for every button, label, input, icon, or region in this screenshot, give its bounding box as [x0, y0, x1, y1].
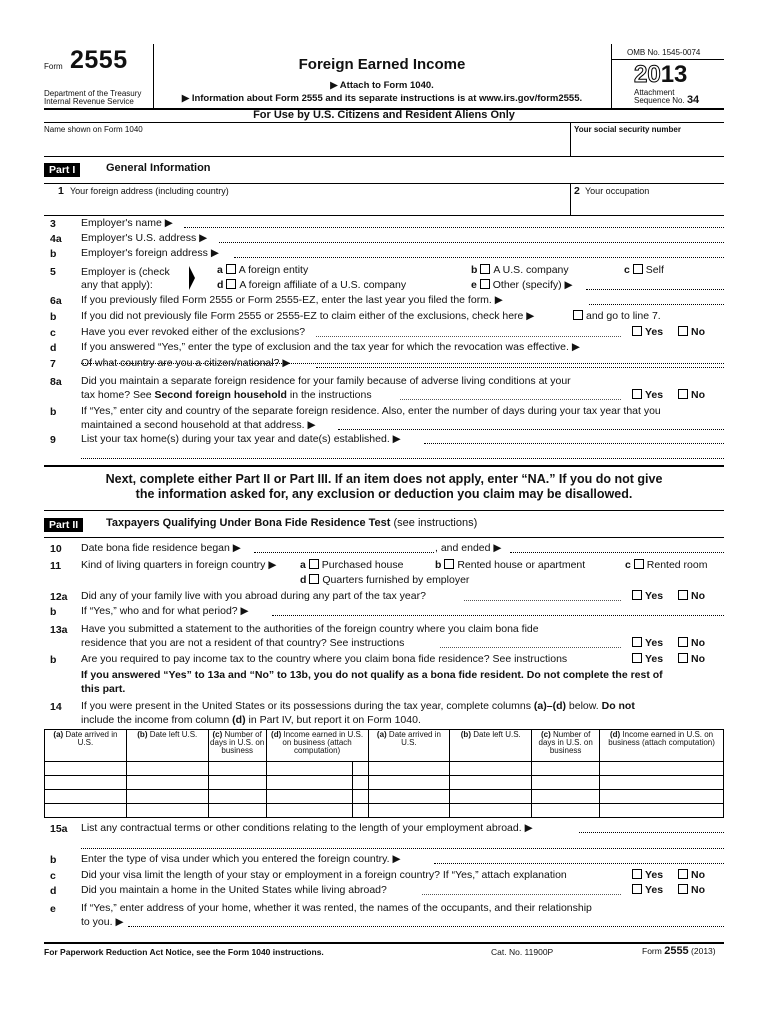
line3-number: 3	[50, 218, 56, 230]
line15c-label: Did your visa limit the length of your stay or employment in a foreign country? If “Yes,” attach explanation	[81, 869, 567, 881]
line8a-leader	[400, 390, 621, 400]
line6a-field[interactable]	[589, 295, 724, 305]
line8a-no[interactable]: No	[678, 389, 705, 402]
line12a-yes[interactable]: Yes	[632, 590, 663, 603]
col-header-c2: (c) Number of days in U.S. on business	[532, 730, 600, 762]
line9-number: 9	[50, 434, 56, 446]
line13-warning-1: If you answered “Yes” to 13a and “No” to 13b, you do not qualify as a bona fide resident. Do not complete the rest of	[81, 669, 663, 681]
line5-brace-icon	[189, 266, 195, 290]
line7-label: Of what country are you a citizen/national? ▶	[81, 357, 291, 369]
family-abroad-field[interactable]	[272, 606, 724, 616]
line12b-label: If “Yes,” who and for what period? ▶	[81, 605, 249, 617]
use-for-note: For Use by U.S. Citizens and Resident Aliens Only	[253, 109, 515, 121]
contract-terms-field-2[interactable]	[81, 839, 724, 849]
form-title: Foreign Earned Income	[298, 56, 466, 73]
instruction-line2: the information asked for, any exclusion or deduction you claim may be disallowed.	[135, 487, 633, 501]
line12b-number: b	[50, 606, 57, 618]
line6a-label: If you previously filed Form 2555 or Form 2555-EZ, enter the last year you filed the form. ▶	[81, 294, 503, 306]
tax-home-field-2[interactable]	[81, 449, 724, 459]
line8b-number: b	[50, 406, 57, 418]
line13a-label-2: residence that you are not a resident of that country? See instructions	[81, 637, 405, 649]
line6c-yes-checkbox[interactable]	[632, 326, 642, 336]
line5b-option[interactable]: b A U.S. company	[471, 264, 569, 276]
line11d-option[interactable]: d Quarters furnished by employer	[300, 574, 470, 586]
col-header-c: (c) Number of days in U.S. on business	[208, 730, 266, 762]
line1-label: Your foreign address (including country)	[70, 186, 229, 196]
line11-label: Kind of living quarters in foreign country ▶	[81, 559, 277, 571]
residence-began-field[interactable]	[254, 543, 434, 553]
line12a-number: 12a	[50, 591, 68, 603]
line5-number: 5	[50, 266, 56, 278]
line9-label: List your tax home(s) during your tax year and date(s) established. ▶	[81, 433, 401, 445]
col-header-a: (a) Date arrived in U.S.	[45, 730, 127, 762]
line12a-leader	[464, 591, 621, 601]
line6c-no-checkbox[interactable]	[678, 326, 688, 336]
line15c-yes-checkbox[interactable]	[632, 869, 642, 879]
employer-name-field[interactable]	[184, 218, 724, 228]
line8b-label-1: If “Yes,” enter city and country of the separate foreign residence. Also, enter the number of days during your tax year that you	[81, 405, 661, 417]
line8a-no-checkbox[interactable]	[678, 389, 688, 399]
line14-table	[44, 729, 724, 818]
line6b-label: If you did not previously file Form 2555 or 2555-EZ to claim either of the exclusions, check here ▶	[81, 310, 535, 322]
line15e-label-2: to you. ▶	[81, 916, 124, 928]
tax-year: 2013	[634, 61, 688, 88]
line13b-yes[interactable]: Yes	[632, 653, 663, 666]
line8a-yes[interactable]: Yes	[632, 389, 663, 402]
line13b-yes-checkbox[interactable]	[632, 653, 642, 663]
line10-label: Date bona fide residence began ▶	[81, 542, 241, 554]
line15c-no[interactable]: No	[678, 869, 705, 882]
line8a-yes-checkbox[interactable]	[632, 389, 642, 399]
line14-label-2: include the income from column (d) in Part IV, but report it on Form 1040.	[81, 714, 421, 726]
line8b-field[interactable]	[338, 420, 724, 430]
line6c-number: c	[50, 327, 56, 339]
line5b-checkbox[interactable]	[480, 264, 490, 274]
col-header-d: (d) Income earned in U.S. on business (attach computation)	[266, 730, 368, 762]
line15d-no-checkbox[interactable]	[678, 884, 688, 894]
line6a-number: 6a	[50, 295, 62, 307]
line10-number: 10	[50, 543, 62, 555]
table-row[interactable]	[45, 790, 724, 804]
line15c-no-checkbox[interactable]	[678, 869, 688, 879]
employer-foreign-address-field[interactable]	[234, 248, 724, 258]
name-label: Name shown on Form 1040	[44, 125, 143, 134]
line11b-option[interactable]: b Rented house or apartment	[435, 559, 586, 571]
attach-note: ▶ Attach to Form 1040.	[330, 80, 434, 91]
line4b-number: b	[50, 248, 57, 260]
line5-label-1: Employer is (check	[81, 266, 170, 278]
line13a-label-1: Have you submitted a statement to the authorities of the foreign country where you claim bona fide	[81, 623, 539, 635]
paperwork-notice: For Paperwork Reduction Act Notice, see the Form 1040 instructions.	[44, 947, 324, 957]
line10-ended-label: , and ended ▶	[435, 542, 502, 554]
form-2555-page	[44, 44, 724, 974]
line13a-number: 13a	[50, 624, 68, 636]
line6b-checkbox[interactable]	[573, 310, 583, 320]
line5c-option[interactable]: c Self	[624, 264, 664, 276]
line4b-label: Employer's foreign address ▶	[81, 247, 219, 259]
occupation-field[interactable]	[574, 197, 724, 213]
line2-label: Your occupation	[585, 186, 650, 196]
line4a-label: Employer's U.S. address ▶	[81, 232, 208, 244]
line11a-option[interactable]: a Purchased house	[300, 559, 404, 571]
line4a-number: 4a	[50, 233, 62, 245]
line13a-yes-checkbox[interactable]	[632, 637, 642, 647]
line15d-label: Did you maintain a home in the United States while living abroad?	[81, 884, 387, 896]
dept-line1: Department of the Treasury	[44, 89, 142, 98]
form-number: 2555	[70, 46, 128, 74]
line8a-number: 8a	[50, 376, 62, 388]
line8b-label-2: maintained a second household at that address. ▶	[81, 419, 316, 431]
line8a-label-1: Did you maintain a separate foreign residence for your family because of adverse living conditions at your	[81, 375, 571, 387]
line13-warning-2: this part.	[81, 683, 126, 695]
line5a-option[interactable]: a A foreign entity	[217, 264, 309, 276]
table-row[interactable]	[45, 776, 724, 790]
line14-label-1: If you were present in the United States or its possessions during the tax year, complete columns (a)–(d) below. Do not	[81, 700, 635, 712]
line6d-label: If you answered “Yes,” enter the type of exclusion and the tax year for which the revocation was effective. ▶	[81, 341, 580, 353]
line3-label: Employer's name ▶	[81, 217, 173, 229]
instruction-line1: Next, complete either Part II or Part III. If an item does not apply, enter “NA.” If you do not give	[105, 472, 663, 486]
table-row[interactable]	[45, 804, 724, 818]
attachment-label: Attachment	[634, 88, 675, 97]
line5-label-2: any that apply):	[81, 279, 153, 291]
sequence-label: Sequence No. 34	[634, 94, 700, 106]
line12a-yes-checkbox[interactable]	[632, 590, 642, 600]
line15d-yes[interactable]: Yes	[632, 884, 663, 897]
omb-number: OMB No. 1545-0074	[627, 48, 701, 57]
line6b-number: b	[50, 311, 57, 323]
line15e-label-1: If “Yes,” enter address of your home, whether it was rented, the names of the occupants, and their relationship	[81, 902, 592, 914]
footer-form-id: Form 2555 (2013)	[642, 945, 716, 957]
contract-terms-field[interactable]	[579, 823, 724, 833]
line15e-number: e	[50, 903, 56, 915]
line11a-checkbox[interactable]	[309, 559, 319, 569]
part1-badge: Part I	[44, 163, 80, 177]
line15b-label: Enter the type of visa under which you entered the foreign country. ▶	[81, 853, 401, 865]
line5a-checkbox[interactable]	[226, 264, 236, 274]
form-label: Form	[44, 62, 63, 71]
line15a-number: 15a	[50, 823, 68, 835]
line7-number: 7	[50, 358, 56, 370]
line11c-option[interactable]: c Rented room	[625, 559, 708, 571]
col-header-a2: (a) Date arrived in U.S.	[368, 730, 450, 762]
info-note: ▶ Information about Form 2555 and its separate instructions is at www.irs.gov/form2555.	[181, 93, 583, 104]
line12a-no-checkbox[interactable]	[678, 590, 688, 600]
line15d-yes-checkbox[interactable]	[632, 884, 642, 894]
col-header-b2: (b) Date left U.S.	[450, 730, 532, 762]
line6b-option[interactable]: and go to line 7.	[573, 310, 661, 323]
col-header-d2: (d) Income earned in U.S. on business (attach computation)	[600, 730, 724, 762]
tax-home-field[interactable]	[424, 434, 724, 444]
line5d-checkbox[interactable]	[226, 279, 236, 289]
ssn-field[interactable]	[574, 136, 724, 156]
residence-ended-field[interactable]	[510, 543, 724, 553]
employer-us-address-field[interactable]	[219, 233, 724, 243]
name-field[interactable]	[44, 136, 566, 156]
line5e-option[interactable]: e Other (specify) ▶	[471, 279, 573, 291]
line5e-checkbox[interactable]	[480, 279, 490, 289]
line15c-yes[interactable]: Yes	[632, 869, 663, 882]
line11-number: 11	[50, 560, 62, 572]
citizenship-field[interactable]	[316, 358, 724, 368]
line8a-label-2: tax home? See Second foreign household in the instructions	[81, 389, 372, 401]
line11b-checkbox[interactable]	[444, 559, 454, 569]
line13a-yes[interactable]: Yes	[632, 637, 663, 650]
line15d-no[interactable]: No	[678, 884, 705, 897]
line5e-specify-field[interactable]	[586, 280, 724, 290]
line15b-number: b	[50, 854, 57, 866]
line13b-number: b	[50, 654, 57, 666]
line11d-checkbox[interactable]	[309, 574, 319, 584]
line15d-leader	[422, 885, 621, 895]
ssn-label: Your social security number	[574, 125, 681, 134]
line6c-label: Have you ever revoked either of the exclusions?	[81, 326, 306, 338]
line12a-no[interactable]: No	[678, 590, 705, 603]
part1-title: General Information	[106, 162, 211, 174]
col-header-b: (b) Date left U.S.	[126, 730, 208, 762]
line15d-number: d	[50, 885, 57, 897]
line6d-number: d	[50, 342, 57, 354]
line5c-checkbox[interactable]	[633, 264, 643, 274]
dept-line2: Internal Revenue Service	[44, 97, 134, 106]
line15a-label: List any contractual terms or other conditions relating to the length of your employment abroad. ▶	[81, 822, 533, 834]
line13b-label: Are you required to pay income tax to the country where you claim bona fide residence? See instructions	[81, 653, 568, 665]
catalog-number: Cat. No. 11900P	[491, 947, 554, 957]
line1-number: 1	[58, 185, 64, 197]
table-row[interactable]	[45, 762, 724, 776]
line14-number: 14	[50, 701, 62, 713]
us-home-address-field[interactable]	[128, 917, 724, 927]
visa-type-field[interactable]	[434, 854, 724, 864]
line6c-yes[interactable]: Yes	[632, 326, 663, 339]
line13b-no-checkbox[interactable]	[678, 653, 688, 663]
line6c-leader	[316, 327, 621, 337]
part2-title: Taxpayers Qualifying Under Bona Fide Residence Test (see instructions)	[106, 517, 478, 529]
line12a-label: Did any of your family live with you abroad during any part of the tax year?	[81, 590, 426, 602]
foreign-address-field[interactable]	[70, 197, 564, 213]
line15c-number: c	[50, 870, 56, 882]
line13a-leader	[440, 638, 621, 648]
line13a-no[interactable]: No	[678, 637, 705, 650]
line6c-no[interactable]: No	[678, 326, 705, 339]
line2-number: 2	[574, 185, 580, 197]
line13a-no-checkbox[interactable]	[678, 637, 688, 647]
line5d-option[interactable]: d A foreign affiliate of a U.S. company	[217, 279, 407, 291]
line11c-checkbox[interactable]	[634, 559, 644, 569]
part2-badge: Part II	[44, 518, 83, 532]
line13b-no[interactable]: No	[678, 653, 705, 666]
